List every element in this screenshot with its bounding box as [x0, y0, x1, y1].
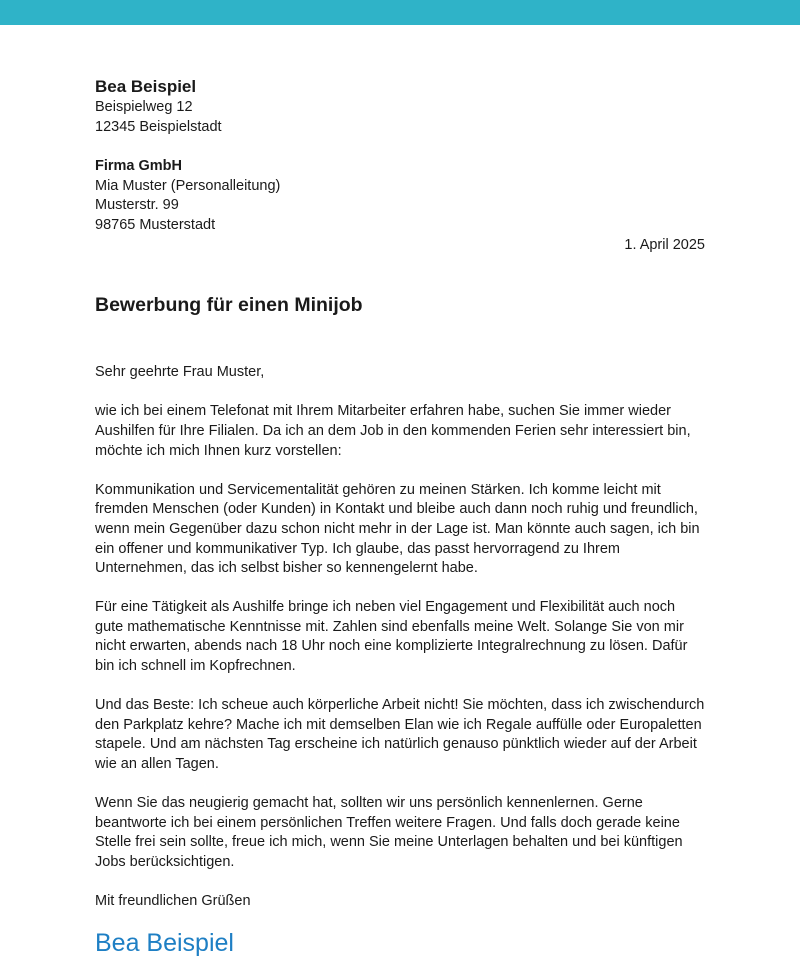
closing: Mit freundlichen Grüßen [95, 893, 251, 910]
body-paragraph: Wenn Sie das neugierig gemacht hat, sollten wir uns persönlich kennenlernen. Gerne beantworte ich bei einem persönlichen Treffen weitere Fragen. Und falls doch gerade keine Stelle frei sein sollte, freue ich mich, wenn Sie meine Unterlagen behalten und bei künftigen Jobs berücksichtigen. [95, 795, 683, 870]
body-paragraph: Für eine Tätigkeit als Aushilfe bringe ich neben viel Engagement und Flexibilität auch noch gute mathematische Kenntnisse mit. Zahlen sind ebenfalls meine Welt. Solange Sie von mir nicht erwarten, abends nach 18 Uhr noch eine komplizierte Integralrechnung zu lösen. Dafür bin ich schnell im Kopfrechnen. [95, 599, 688, 675]
accent-bar [0, 0, 800, 25]
recipient-company: Firma GmbH [95, 158, 183, 175]
recipient-city: 98765 Musterstadt [95, 216, 216, 233]
sender-name: Bea Beispiel [95, 77, 197, 96]
recipient-block [95, 157, 705, 235]
signature: Bea Beispiel [95, 928, 234, 957]
letter-subject: Bewerbung für einen Minijob [95, 294, 363, 317]
sender-block [95, 76, 705, 137]
salutation: Sehr geehrte Frau Muster, [95, 364, 265, 381]
sender-city: 12345 Beispielstadt [95, 118, 222, 135]
body-paragraph: Kommunikation und Servicementalität gehören zu meinen Stärken. Ich komme leicht mit fremden Menschen (oder Kunden) in Kontakt und bleibe auch dann noch ruhig und freundlich, wenn mein Gegenüber dazu schon nicht mehr in der Lage ist. Man könnte auch sagen, ich bin ein offener und kommunikativer Typ. Ich glaube, das passt hervorragend zu Ihrem Unternehmen, das ich selbst bisher so kennengelernt habe. [95, 481, 700, 577]
letter-date: 1. April 2025 [624, 236, 705, 253]
letter-page [95, 76, 705, 958]
recipient-street: Musterstr. 99 [95, 197, 179, 214]
recipient-contact: Mia Muster (Personalleitung) [95, 177, 281, 194]
sender-street: Beispielweg 12 [95, 99, 193, 115]
body-paragraph: wie ich bei einem Telefonat mit Ihrem Mitarbeiter erfahren habe, suchen Sie immer wieder Aushilfen für Ihre Filialen. Da ich an dem Job in den kommenden Ferien sehr interessiert bin, möchte ich mich Ihnen kurz vorstellen: [95, 403, 691, 459]
body-paragraph: Und das Beste: Ich scheue auch körperliche Arbeit nicht! Sie möchten, dass ich zwischendurch den Parkplatz kehre? Mache ich mit demselben Elan wie ich Regale auffülle oder Europaletten stapele. Und am nächsten Tag erscheine ich natürlich genauso pünktlich wieder auf der Arbeit wie an allen Tagen. [95, 697, 705, 773]
